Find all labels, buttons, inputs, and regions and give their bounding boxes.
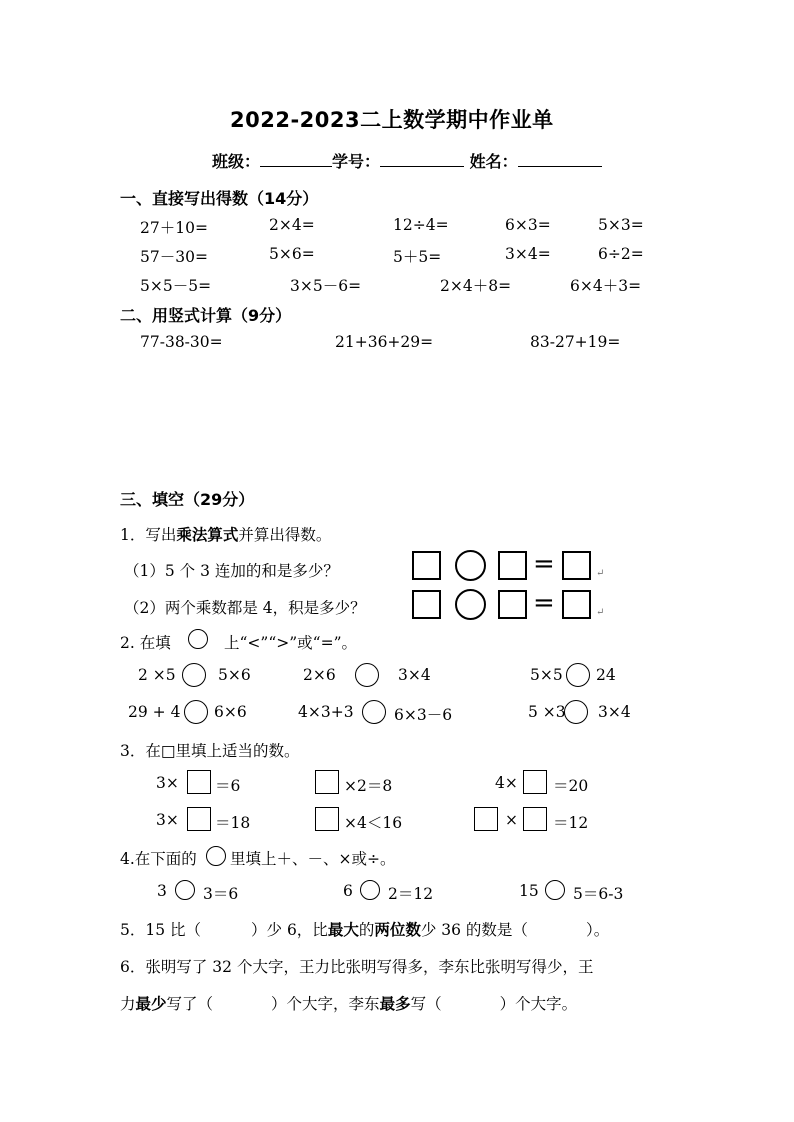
vertical-calc-item: 77-38-30= [140,333,223,351]
compare-left: 2×6 [303,666,336,684]
q1-bold: 乘法算式 [176,526,239,544]
q6-line2 [120,992,577,1014]
operator-circle[interactable] [360,880,380,900]
compare-circle[interactable] [564,700,588,724]
equals-sign: = [533,588,555,618]
compare-left: 29 + 4 [128,703,181,721]
vertical-calc-item: 83-27+19= [530,333,621,351]
q5-part: 5．15 比（ [120,921,202,939]
calc-item: 6÷2= [598,245,644,263]
operator-circle[interactable] [455,550,486,581]
q4-post: 里填上＋、－、×或÷。 [230,850,396,868]
operator-circle[interactable] [455,589,486,620]
op-right: 5＝6-3 [573,885,624,903]
circle-icon [188,629,208,649]
fill-text: 3× [156,774,179,792]
q6-part: 写了（ [166,995,214,1013]
fill-text: ＝18 [215,814,251,832]
answer-box[interactable] [412,551,441,580]
calc-item: 3×5－6= [290,277,362,295]
equals-sign: = [533,549,555,579]
q5-line [120,918,609,940]
fill-box[interactable] [523,770,547,794]
q3-instruction: 3．在□里填上适当的数。 [120,742,300,760]
q5-bold: 最大 [327,921,359,939]
answer-box[interactable] [498,551,527,580]
class-label: 班级： [212,152,261,171]
q6-line1: 6．张明写了 32 个大字，王力比张明写得多，李东比张明写得少，王 [120,958,594,976]
page-title: 2022-2023二上数学期中作业单 [230,108,554,132]
calc-item: 2×4＋8= [440,277,512,295]
id-label: 学号： [332,152,381,171]
op-left: 6 [343,882,353,900]
q5-part: ）少 6，比 [251,921,328,939]
q6-part: ）个大字。 [499,995,578,1013]
op-left: 15 [519,882,539,900]
q5-bold: 两位数 [374,921,421,939]
vertical-calc-item: 21+36+29= [335,333,434,351]
return-mark-icon: ↵ [596,568,605,579]
compare-right: 5×6 [218,666,251,684]
op-left: 3 [157,882,167,900]
q6-part: 写（ [410,995,442,1013]
answer-box[interactable] [562,590,591,619]
q2-post: 上“<”“>”或“=”。 [224,634,358,652]
answer-box[interactable] [412,590,441,619]
fill-text: 4× [495,774,518,792]
q1-post: 并算出得数。 [238,526,332,544]
op-right: 2＝12 [388,885,434,903]
compare-circle[interactable] [182,663,206,687]
operator-circle[interactable] [545,880,565,900]
calc-item: 6×3= [505,216,551,234]
q1-sub1: （1）5 个 3 连加的和是多少？ [124,562,339,580]
q1-instruction [120,523,331,545]
id-blank[interactable] [380,150,464,167]
q1-pre: 1．写出 [120,526,177,544]
compare-right: 3×4 [598,703,631,721]
compare-circle[interactable] [184,700,208,724]
q5-part: 少 36 的数是（ [420,921,528,939]
compare-left: 5×5 [530,666,563,684]
fill-text: ×2＝8 [344,777,393,795]
name-blank[interactable] [518,150,602,167]
fill-text: × [505,811,518,829]
q4-pre: 4.在下面的 [120,850,197,868]
compare-right: 24 [596,666,616,684]
fill-text: ＝12 [553,814,589,832]
calc-item: 5×5－5= [140,277,212,295]
calc-item: 12÷4= [393,216,449,234]
calc-item: 5×3= [598,216,644,234]
compare-circle[interactable] [362,700,386,724]
compare-circle[interactable] [566,663,590,687]
fill-text: ×4＜16 [344,814,403,832]
calc-item: 6×4＋3= [570,277,642,295]
return-mark-icon: ↵ [596,607,605,618]
fill-box[interactable] [315,770,339,794]
q1-sub2: （2）两个乘数都是 4，积是多少？ [124,599,366,617]
compare-right: 6×3－6 [394,706,453,724]
section-2-heading: 二、用竖式计算（9分） [120,306,292,325]
calc-item: 3×4= [505,245,551,263]
compare-right: 6×6 [214,703,247,721]
answer-box[interactable] [498,590,527,619]
fill-text: 3× [156,811,179,829]
q6-bold: 最多 [379,995,411,1013]
q5-part: ）。 [585,921,610,939]
compare-left: 5 ×3 [528,703,566,721]
compare-left: 4×3+3 [298,703,354,721]
section-3-heading: 三、填空（29分） [120,490,255,509]
answer-box[interactable] [562,551,591,580]
name-label: 姓名： [469,152,518,171]
calc-item: 57－30= [140,248,208,266]
op-right: 3＝6 [203,885,239,903]
student-info-line [212,149,602,172]
class-blank[interactable] [260,150,332,167]
calc-item: 2×4= [269,216,315,234]
calc-item: 5＋5= [393,248,442,266]
operator-circle[interactable] [175,880,195,900]
q2-pre: 2. 在填 [120,634,171,652]
fill-box[interactable] [315,807,339,831]
fill-box[interactable] [474,807,498,831]
q6-part: 力 [120,995,136,1013]
calc-item: 5×6= [269,245,315,263]
calc-item: 27＋10= [140,219,208,237]
fill-box[interactable] [187,807,211,831]
section-1-heading: 一、直接写出得数（14分） [120,189,319,208]
q5-part: 的 [358,921,375,939]
fill-text: ＝20 [553,777,589,795]
fill-text: ＝6 [215,777,241,795]
compare-right: 3×4 [398,666,431,684]
q6-bold: 最少 [135,995,167,1013]
fill-box[interactable] [523,807,547,831]
compare-left: 2 ×5 [138,666,176,684]
q6-part: ）个大字，李东 [271,995,380,1013]
circle-icon [206,846,226,866]
compare-circle[interactable] [355,663,379,687]
fill-box[interactable] [187,770,211,794]
